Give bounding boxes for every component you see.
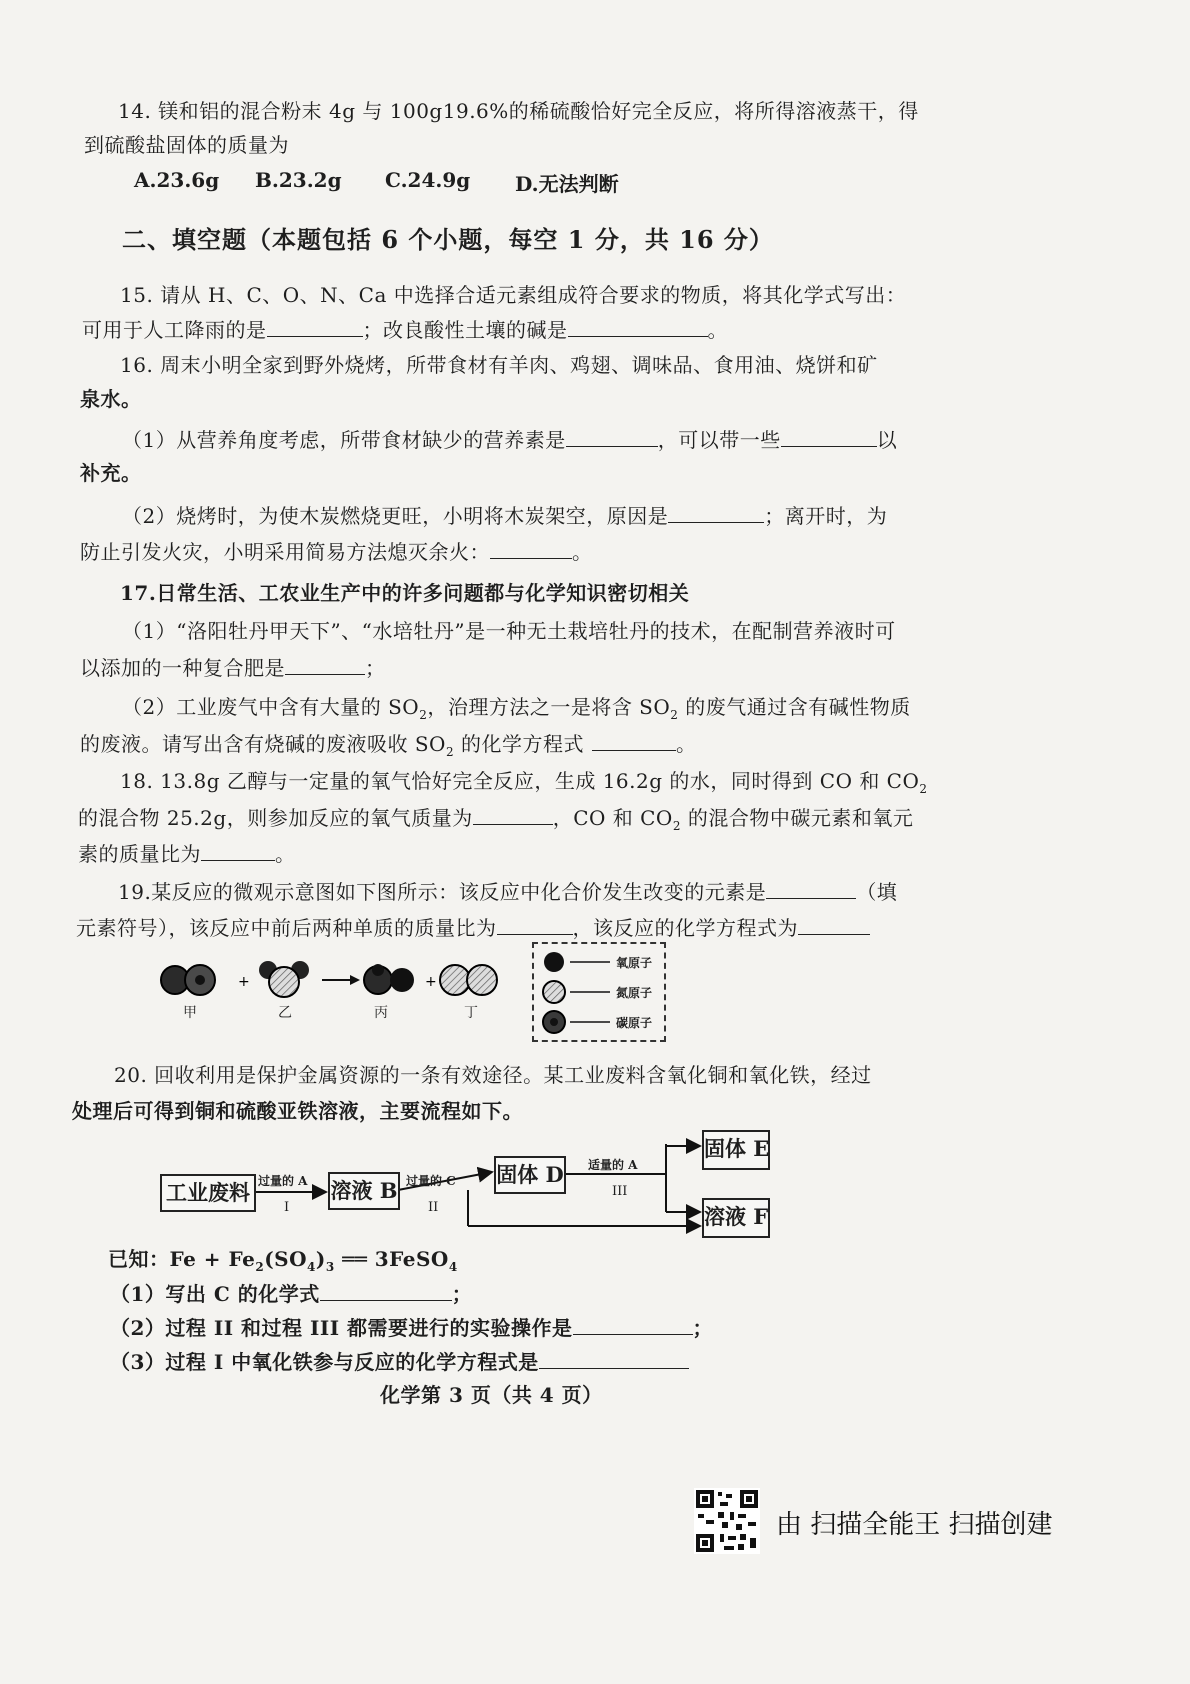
q16-p2-text: 。 <box>572 540 593 564</box>
nitrogen-atom-icon <box>543 981 565 1003</box>
q16-part2-cont <box>80 536 593 567</box>
q20-part1 <box>110 1278 472 1309</box>
q16-p2-text: ；离开时，为 <box>764 504 888 528</box>
q16-p2-text: （2）烧烤时，为使木炭燃烧更旺，小明将木炭架空，原因是 <box>122 504 669 528</box>
q20-text: （3）过程 I 中氧化铁参与反应的化学方程式是 <box>110 1350 539 1374</box>
flow-step-1: I <box>284 1200 290 1215</box>
q15-text-b: ；改良酸性土壤的碱是 <box>362 318 568 342</box>
q17-p2-text: 的化学方程式 <box>454 732 584 756</box>
q18-line1 <box>120 766 928 804</box>
q19-text: 元素符号），该反应中前后两种单质的质量比为 <box>76 916 497 940</box>
q19-line2 <box>76 912 870 943</box>
molecule-jia <box>161 965 215 995</box>
q20-text: ； <box>692 1316 714 1340</box>
reaction-molecules-diagram <box>150 950 530 1010</box>
q17-p2-text: （2）工业废气中含有大量的 SO <box>122 695 420 719</box>
q16-line1: 16. 周末小明全家到野外烧烤，所带食材有羊肉、鸡翅、调味品、食用油、烧饼和矿 <box>120 353 878 377</box>
q15-text-c: 。 <box>707 318 728 342</box>
answer-blank[interactable] <box>766 876 856 899</box>
q17-part1: （1）“洛阳牡丹甲天下”、“水培牡丹”是一种无土栽培牡丹的技术，在配制营养液时可 <box>122 619 896 643</box>
molecule-ding <box>440 965 497 995</box>
flow-step-2: II <box>428 1200 439 1215</box>
molecule-yi <box>259 961 309 997</box>
q17-p1-text: ； <box>365 656 386 680</box>
answer-blank[interactable] <box>798 912 870 935</box>
q17-part2 <box>122 692 911 730</box>
q14-line2: 到硫酸盐固体的质量为 <box>84 133 289 157</box>
molecule-label: 丁 <box>464 1005 478 1021</box>
answer-blank[interactable] <box>568 314 708 337</box>
q20-text: （2）过程 II 和过程 III 都需要进行的实验操作是 <box>110 1316 573 1340</box>
subscript: 3 <box>325 1260 335 1274</box>
q15-line1: 15. 请从 H、C、O、N、Ca 中选择合适元素组成符合要求的物质，将其化学式写出： <box>120 283 907 307</box>
molecule-bing <box>364 964 414 994</box>
answer-blank[interactable] <box>320 1278 452 1301</box>
q16-p2-text: 防止引发火灾，小明采用简易方法熄灭余火： <box>80 540 490 564</box>
q16-p1-text: 以 <box>876 428 898 452</box>
answer-blank[interactable] <box>539 1346 689 1369</box>
q20-text: ； <box>451 1282 473 1306</box>
eq-text: ) <box>315 1247 326 1271</box>
subscript: 2 <box>670 708 679 722</box>
flow-box-solid-d: 固体 D <box>494 1156 566 1194</box>
scanner-credit: 由 扫描全能王 扫描创建 <box>776 1510 1053 1540</box>
subscript: 4 <box>448 1260 458 1274</box>
subscript: 2 <box>919 782 928 796</box>
molecule-label: 丙 <box>374 1005 388 1021</box>
q16-p1-text: ，可以带一些 <box>657 428 781 452</box>
subscript: 2 <box>255 1260 265 1274</box>
q19-text: （填 <box>856 880 898 904</box>
q18-text: 。 <box>275 842 296 866</box>
q20-part2 <box>110 1312 713 1343</box>
answer-blank[interactable] <box>285 652 365 675</box>
q15-text-a: 可用于人工降雨的是 <box>82 318 267 342</box>
q19-text: ，该反应的化学方程式为 <box>572 916 798 940</box>
q17-part2-cont <box>80 728 696 767</box>
answer-blank[interactable] <box>668 500 764 523</box>
molecule-label: 乙 <box>278 1005 292 1021</box>
plus-sign: + <box>425 974 437 990</box>
flow-step-3: III <box>612 1184 628 1199</box>
eq-text: 已知：Fe + Fe <box>108 1247 256 1271</box>
q18-text: ，CO 和 CO <box>552 806 673 830</box>
eq-text: ══ 3FeSO <box>334 1247 449 1271</box>
qr-code-icon <box>694 1488 760 1554</box>
answer-blank[interactable] <box>490 536 572 559</box>
q15-line2 <box>82 314 728 345</box>
plus-sign: + <box>238 974 250 990</box>
flow-box-solution-b: 溶液 B <box>328 1172 400 1210</box>
q18-text: 的混合物 25.2g，则参加反应的氧气质量为 <box>78 806 473 830</box>
q17-p1-text: 以添加的一种复合肥是 <box>80 656 285 680</box>
flow-label-reagent-a: 过量的 A <box>258 1174 308 1188</box>
page-footer: 化学第 3 页（共 4 页） <box>380 1383 603 1407</box>
q17-p2-text: 。 <box>675 732 697 756</box>
answer-blank[interactable] <box>592 728 676 751</box>
q14-option-c: C.24.9g <box>385 168 471 192</box>
q16-part2 <box>122 500 887 531</box>
answer-blank[interactable] <box>573 1312 693 1335</box>
q14-option-a: A.23.6g <box>134 168 220 192</box>
q19-line1 <box>118 876 897 907</box>
q17-p2-text: ，治理方法之一是将含 SO <box>427 695 671 719</box>
q16-part1 <box>122 424 897 455</box>
q20-line2: 处理后可得到铜和硫酸亚铁溶液，主要流程如下。 <box>72 1099 523 1123</box>
answer-blank[interactable] <box>267 314 363 337</box>
q14-option-d: D.无法判断 <box>515 172 619 196</box>
q18-text: 的混合物中碳元素和氧元 <box>680 806 914 830</box>
answer-blank[interactable] <box>781 424 877 447</box>
atom-legend <box>532 942 666 1042</box>
q18-line3 <box>78 838 296 869</box>
flow-box-solid-e: 固体 E <box>702 1130 770 1170</box>
q16-p1-text: （1）从营养角度考虑，所带食材缺少的营养素是 <box>122 428 566 452</box>
q17-part1-cont <box>80 652 386 683</box>
subscript: 2 <box>419 708 428 722</box>
flow-box-waste: 工业废料 <box>160 1174 256 1212</box>
known-equation <box>108 1244 458 1282</box>
answer-blank[interactable] <box>201 838 275 861</box>
q18-text: 18. 13.8g 乙醇与一定量的氧气恰好完全反应，生成 16.2g 的水，同时得到 CO 和 CO <box>120 769 920 793</box>
q14-option-b: B.23.2g <box>255 168 342 192</box>
oxygen-atom-icon <box>544 952 564 972</box>
q16-line2: 泉水。 <box>80 387 142 411</box>
q20-part3 <box>110 1346 689 1377</box>
answer-blank[interactable] <box>566 424 658 447</box>
answer-blank[interactable] <box>473 802 553 825</box>
eq-text: (SO <box>264 1247 308 1271</box>
q19-text: 19.某反应的微观示意图如下图所示：该反应中化合价发生改变的元素是 <box>118 880 767 904</box>
q18-text: 素的质量比为 <box>78 842 201 866</box>
flow-box-solution-f: 溶液 F <box>702 1198 770 1238</box>
subscript: 2 <box>445 745 455 759</box>
q14-line1: 14. 镁和铝的混合粉末 4g 与 100g19.6%的稀硫酸恰好完全反应，将所得溶液蒸干，得 <box>118 99 919 123</box>
reaction-arrow <box>322 975 360 985</box>
q16-part1-cont: 补充。 <box>80 461 142 485</box>
flow-label-reagent-c: 过量的 C <box>406 1174 456 1188</box>
q20-text: （1）写出 C 的化学式 <box>110 1282 320 1306</box>
subscript: 2 <box>672 819 681 833</box>
q17-line1: 17.日常生活、工农业生产中的许多问题都与化学知识密切相关 <box>120 581 690 605</box>
flow-label-reagent-a2: 适量的 A <box>588 1158 638 1172</box>
q17-p2-text: 的废液。请写出含有烧碱的废液吸收 SO <box>80 732 446 756</box>
subscript: 4 <box>307 1260 316 1274</box>
q20-line1: 20. 回收利用是保护金属资源的一条有效途径。某工业废料含氧化铜和氧化铁，经过 <box>114 1063 872 1087</box>
legend-label: 碳原子 <box>616 1016 653 1030</box>
answer-blank[interactable] <box>497 912 573 935</box>
legend-symbols <box>540 948 616 1038</box>
q17-p2-text: 的废气通过含有碱性物质 <box>678 695 911 719</box>
legend-label: 氧原子 <box>616 956 653 970</box>
legend-label: 氮原子 <box>616 986 653 1000</box>
section-title: 二、填空题（本题包括 6 个小题，每空 1 分，共 16 分） <box>122 225 774 254</box>
q18-line2 <box>78 802 913 841</box>
molecule-label: 甲 <box>183 1005 197 1021</box>
